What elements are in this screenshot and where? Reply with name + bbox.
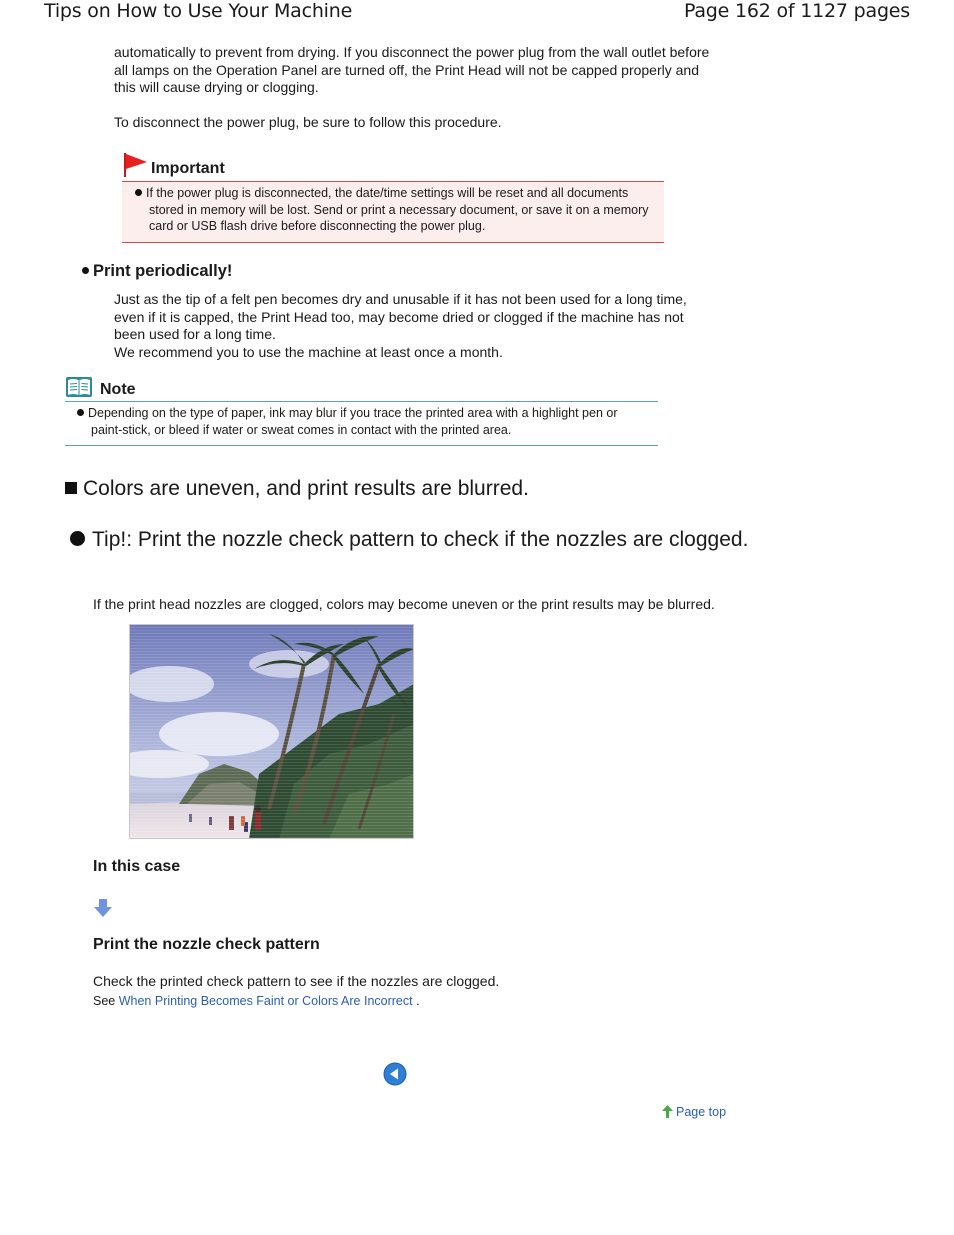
back-arrow-icon[interactable] (383, 1062, 407, 1086)
case-label: In this case (93, 858, 181, 875)
important-text: If the power plug is disconnected, the date/time settings will be reset and all documents stored in memory will be lost. Send or print a necessary document, or save it on a memory card or USB flash drive before disconnecting the power plug. (146, 186, 649, 233)
procedure-text: To disconnect the power plug, be sure to follow this procedure. (114, 114, 502, 130)
page-top-link[interactable]: Page top (676, 1105, 727, 1119)
see-suffix: . (416, 994, 420, 1008)
important-item (135, 185, 650, 235)
see-reference (93, 993, 420, 1010)
note-text: Depending on the type of paper, ink may blur if you trace the printed area with a highlight pen or paint-stick, or bleed if water or sweat comes in contact with the printed area. (88, 406, 618, 437)
important-title: Important (151, 160, 225, 177)
periodic-heading: Print periodically! (82, 262, 232, 281)
intro-line: all lamps on the Operation Panel are turned off, the Print Head will not be capped properly and (114, 61, 699, 78)
tip-heading: Tip!: Print the nozzle check pattern to check if the nozzles are clogged. (70, 527, 752, 553)
document-title: Tips on How to Use Your Machine (44, 0, 353, 22)
arrow-up-icon (662, 1105, 673, 1118)
square-bullet-icon (65, 482, 77, 494)
periodic-line: Just as the tip of a felt pen becomes dry and unusable if it has not been used for a long time, (114, 291, 687, 307)
book-icon (65, 376, 93, 398)
section-heading: Colors are uneven, and print results are blurred. (65, 477, 529, 501)
see-prefix: See (93, 994, 116, 1008)
page-indicator: Page 162 of 1127 pages (683, 0, 910, 22)
tip-description: If the print head nozzles are clogged, colors may become uneven or the print results may be blurred. (93, 596, 715, 612)
intro-line: this will cause drying or clogging. (114, 79, 319, 95)
periodic-line: been used for a long time. (114, 326, 276, 342)
periodic-line: even if it is capped, the Print Head too, may become dried or clogged if the machine has not (114, 308, 684, 325)
bullet-icon (70, 531, 85, 546)
blurred-print-sample-image (129, 624, 414, 839)
intro-line: automatically to prevent from drying. If you disconnect the power plug from the wall outlet before (114, 44, 710, 60)
periodic-paragraph (114, 291, 754, 361)
page-top-link-container[interactable] (662, 1105, 726, 1119)
intro-paragraph (114, 44, 754, 97)
action-heading: Print the nozzle check pattern (93, 936, 320, 953)
arrow-down-icon (94, 899, 112, 918)
faint-colors-link[interactable]: When Printing Becomes Faint or Colors Are Incorrect (118, 994, 413, 1008)
periodic-line: We recommend you to use the machine at least once a month. (114, 343, 503, 360)
note-title: Note (100, 381, 136, 398)
bullet-icon (82, 267, 89, 274)
bullet-icon (135, 189, 142, 196)
red-flag-icon (122, 152, 148, 178)
bullet-icon (77, 409, 84, 416)
action-description: Check the printed check pattern to see if the nozzles are clogged. (93, 973, 500, 989)
note-item (77, 405, 652, 438)
